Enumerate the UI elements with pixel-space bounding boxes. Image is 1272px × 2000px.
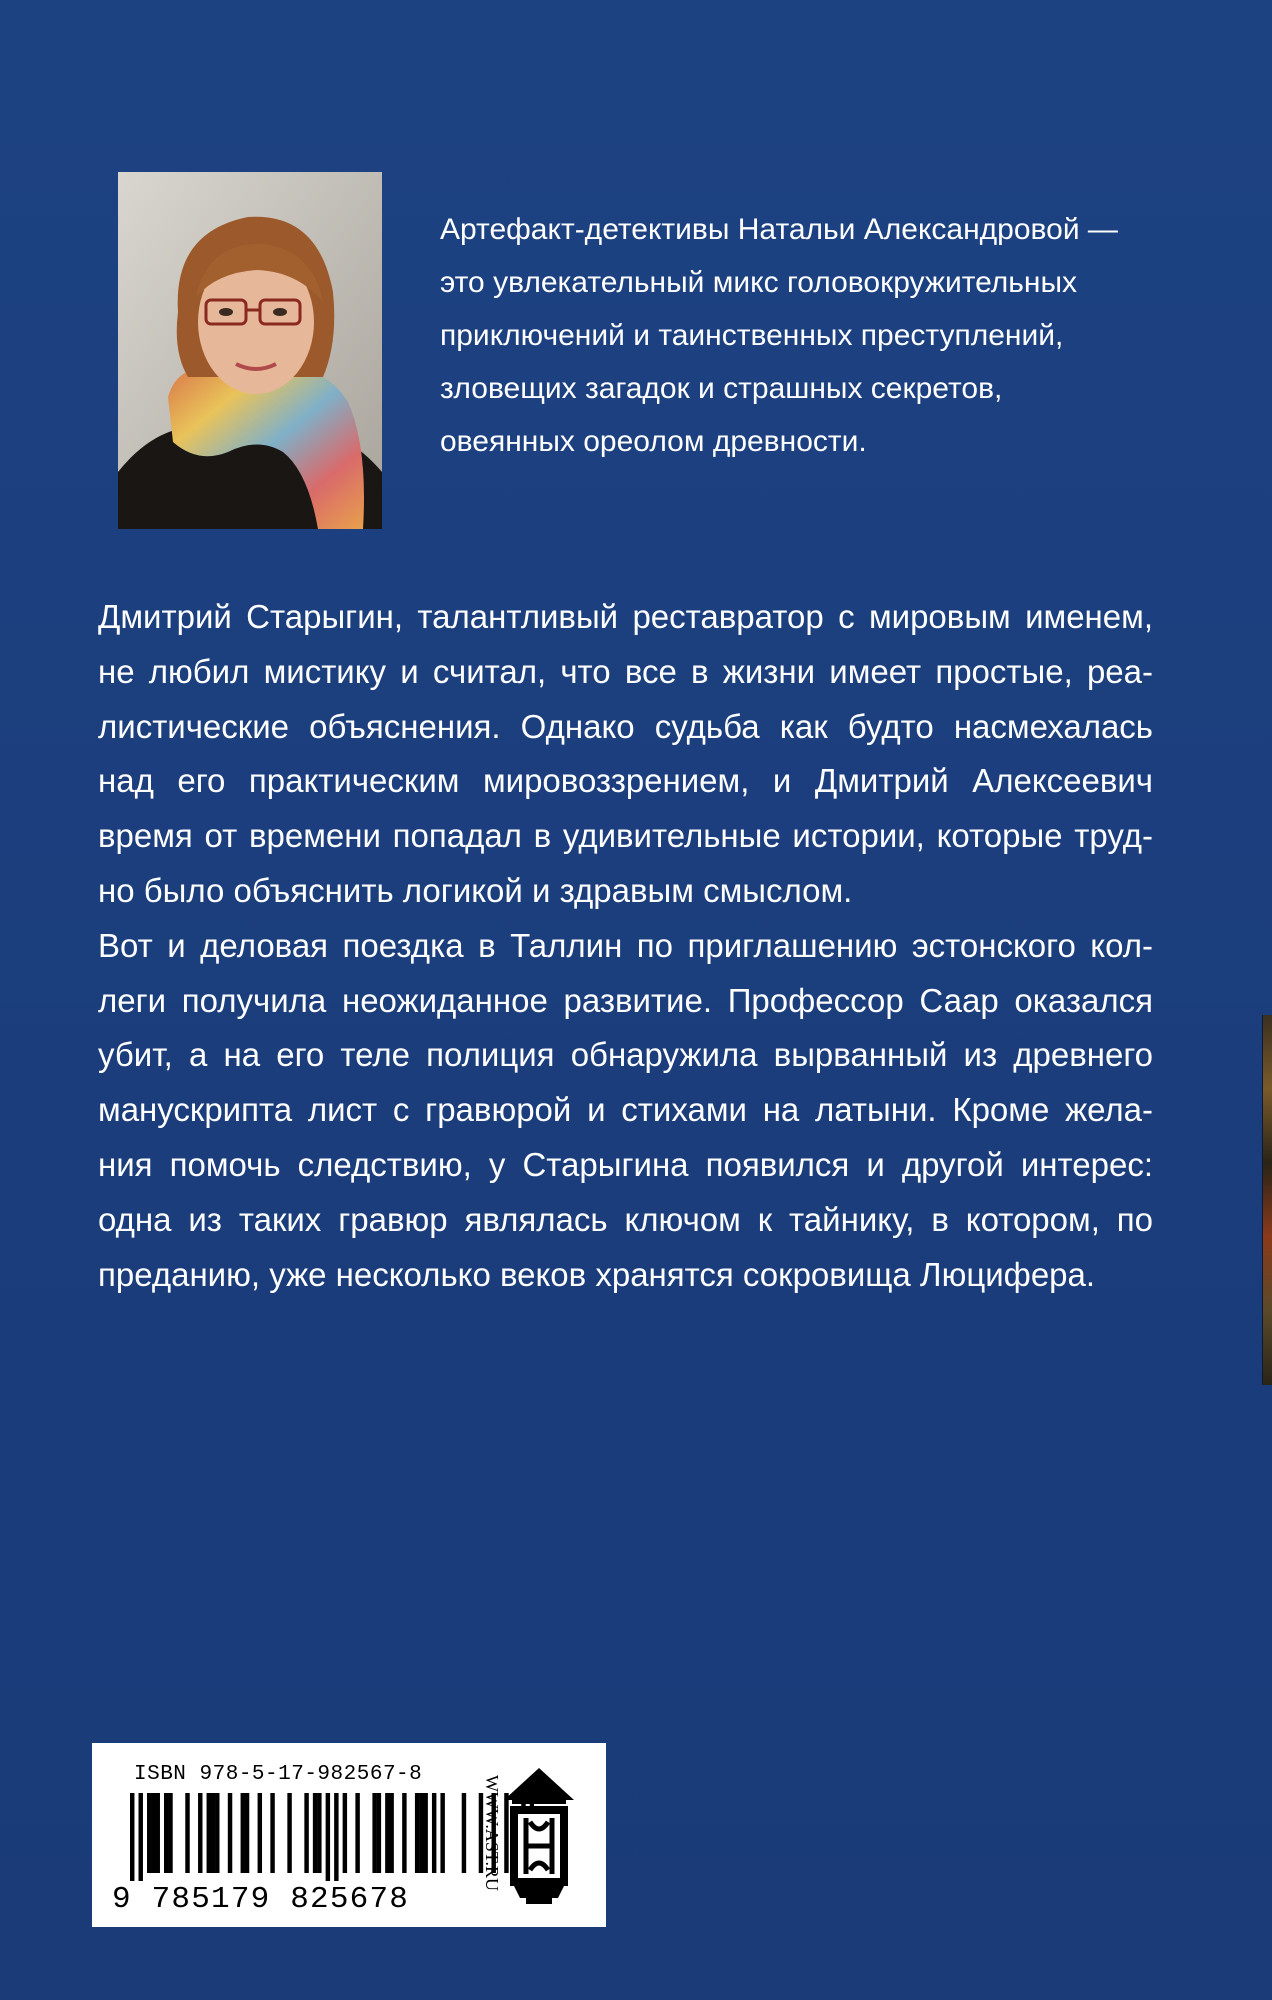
- blurb-line: приключений и таинственных преступлений,: [440, 319, 1064, 352]
- blurb-line: овеянных ореолом древности.: [440, 425, 867, 458]
- barcode-bar: [462, 1793, 466, 1873]
- barcode-bar: [211, 1793, 215, 1873]
- synopsis-line: убит, а на его теле полиция обнаружила вырванный из древнего: [98, 1036, 1153, 1074]
- barcode-bar: [130, 1793, 134, 1881]
- synopsis-line: ния помочь следствию, у Старыгина появился и другой интерес:: [98, 1145, 1153, 1183]
- barcode-bar: [228, 1793, 232, 1873]
- barcode-bar: [313, 1793, 317, 1873]
- barcode-bar: [168, 1793, 172, 1873]
- author-photo: [118, 172, 382, 529]
- barcode-bar: [326, 1793, 330, 1881]
- barcode-panel: [92, 1743, 606, 1927]
- synopsis-line: манускрипта лист с гравюрой и стихами на латыни. Кроме жела-: [98, 1091, 1153, 1129]
- barcode-bar: [258, 1793, 262, 1873]
- synopsis-line: Вот и деловая поездка в Таллин по приглашению эстонского кол-: [98, 926, 1153, 964]
- synopsis-line: одна из таких гравюр являлась ключом к тайнику, в котором, по: [98, 1200, 1153, 1238]
- barcode-bar: [139, 1793, 143, 1881]
- lantern-logo-icon: [500, 1766, 578, 1906]
- barcode-bar: [317, 1793, 321, 1873]
- barcode-bar: [334, 1793, 338, 1881]
- barcode-bar: [355, 1793, 359, 1873]
- synopsis-line: над его практическим мировоззрением, и Дмитрий Алексеевич: [98, 762, 1153, 800]
- isbn-label: ISBN 978-5-17-982567-8: [134, 1763, 423, 1786]
- barcode-bar: [402, 1793, 406, 1873]
- barcode-bar: [385, 1793, 389, 1873]
- book-synopsis: [98, 590, 1153, 1302]
- blurb-line: зловещих загадок и страшных секретов,: [440, 372, 1003, 405]
- barcode-digits: 9 785179 825678: [112, 1882, 410, 1917]
- barcode-bar: [389, 1793, 393, 1873]
- barcode-bar: [207, 1793, 211, 1873]
- blurb-line: Артефакт-детективы Натальи Александровой —: [440, 213, 1118, 246]
- barcode-bar: [432, 1793, 436, 1873]
- synopsis-line: преданию, уже несколько веков хранятся сокровища Люцифера.: [98, 1255, 1096, 1293]
- barcode-bar: [151, 1793, 155, 1873]
- barcode-bar: [419, 1793, 423, 1873]
- barcode-bar: [156, 1793, 160, 1873]
- barcode-bar: [377, 1793, 381, 1873]
- publisher-blurb: [440, 203, 1200, 468]
- publisher-website: WWW.AST.RU: [482, 1775, 502, 1891]
- barcode-bar: [287, 1793, 291, 1873]
- synopsis-line: но было объяснить логикой и здравым смыслом.: [98, 871, 853, 909]
- barcode-bar: [270, 1793, 274, 1873]
- barcode-bar: [343, 1793, 347, 1873]
- adjacent-book-edge: [1262, 1015, 1272, 1385]
- barcode-bar: [423, 1793, 427, 1873]
- barcode-bar: [372, 1793, 376, 1873]
- barcode-bar: [245, 1793, 249, 1873]
- blurb-line: это увлекательный микс головокружительных: [440, 266, 1078, 299]
- barcode-bar: [304, 1793, 308, 1873]
- synopsis-line: леги получила неожиданное развитие. Профессор Саар оказался: [98, 981, 1153, 1019]
- barcode-bar: [415, 1793, 419, 1873]
- barcode-bar: [440, 1793, 444, 1873]
- barcode-bar: [164, 1793, 168, 1873]
- synopsis-line: Дмитрий Старыгин, талантливый реставратор с мировым именем,: [98, 598, 1153, 635]
- synopsis-line: листические объяснения. Однако судьба как будто насмехалась: [98, 707, 1153, 745]
- synopsis-line: время от времени попадал в удивительные истории, которые труд-: [98, 817, 1153, 855]
- barcode-bar: [241, 1793, 245, 1873]
- barcode-bar: [147, 1793, 151, 1873]
- synopsis-line: не любил мистику и считал, что все в жизни имеет простые, реа-: [98, 652, 1153, 690]
- barcode-bar: [215, 1793, 219, 1873]
- barcode-bar: [185, 1793, 189, 1873]
- barcode-bar: [198, 1793, 202, 1873]
